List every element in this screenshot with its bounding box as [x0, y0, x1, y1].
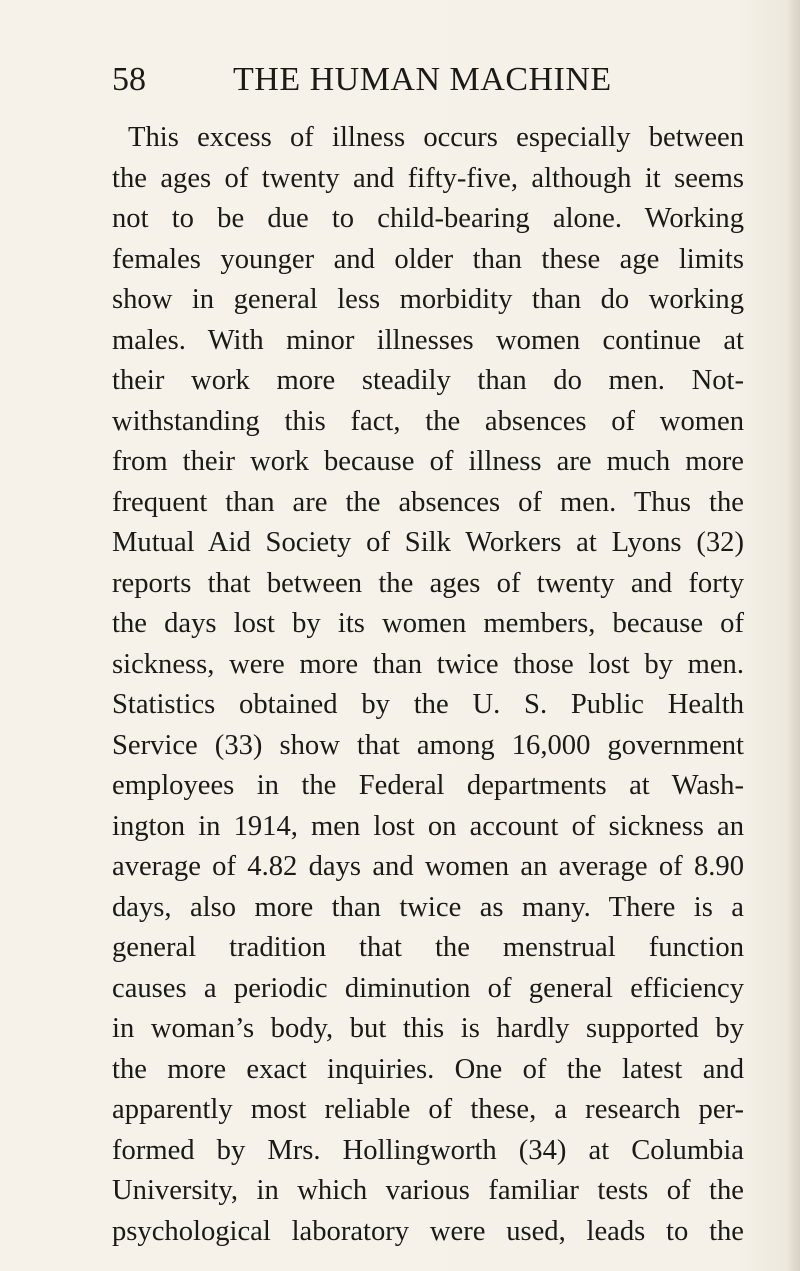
text-line: psychological laboratory were used, leads to the — [112, 1215, 744, 1247]
text-line: the more exact inquiries. One of the latest and — [112, 1053, 744, 1085]
text-line: general tradition that the menstrual function — [112, 932, 744, 963]
text-line: females younger and older than these age limits — [112, 243, 744, 275]
text-line: days, also more than twice as many. There is a — [112, 891, 744, 923]
text-line: Service (33) show that among 16,000 government — [112, 729, 744, 761]
text-line: University, in which various familiar tests of the — [112, 1175, 744, 1206]
text-line: the days lost by its women members, because of — [112, 608, 744, 639]
body-paragraph — [112, 118, 744, 1252]
text-line: Statistics obtained by the U. S. Public Health — [112, 689, 744, 720]
text-line: from their work because of illness are much more — [112, 446, 744, 477]
running-head — [112, 56, 725, 104]
text-line: average of 4.82 days and women an average of 8.90 — [112, 851, 744, 882]
text-line: frequent than are the absences of men. Thus the — [112, 486, 744, 518]
text-line: causes a periodic diminution of general efficiency — [112, 972, 744, 1004]
text-line: withstanding this fact, the absences of women — [112, 405, 744, 437]
book-title: THE HUMAN MACHINE — [233, 61, 612, 98]
text-line: employees in the Federal departments at Wash- — [112, 770, 744, 801]
text-line: Mutual Aid Society of Silk Workers at Lyons (32) — [112, 527, 744, 558]
text-line: reports that between the ages of twenty and forty — [112, 567, 744, 599]
text-line: show in general less morbidity than do working — [112, 284, 744, 315]
text-line: formed by Mrs. Hollingworth (34) at Columbia — [112, 1134, 744, 1166]
text-line: apparently most reliable of these, a research per- — [112, 1094, 744, 1125]
text-line: sickness, were more than twice those lost by men. — [112, 648, 744, 680]
text-line: ington in 1914, men lost on account of sickness an — [112, 810, 744, 842]
text-line: This excess of illness occurs especially between — [128, 122, 744, 153]
text-line: in woman’s body, but this is hardly supported by — [112, 1013, 744, 1044]
text-line: their work more steadily than do men. Not- — [112, 365, 744, 396]
page-edge-shadow — [786, 0, 800, 1271]
page-number: 58 — [112, 61, 146, 98]
text-line: not to be due to child-bearing alone. Working — [112, 203, 744, 234]
text-line: the ages of twenty and fifty-five, although it seems — [112, 162, 744, 194]
text-line: males. With minor illnesses women continue at — [112, 324, 744, 356]
